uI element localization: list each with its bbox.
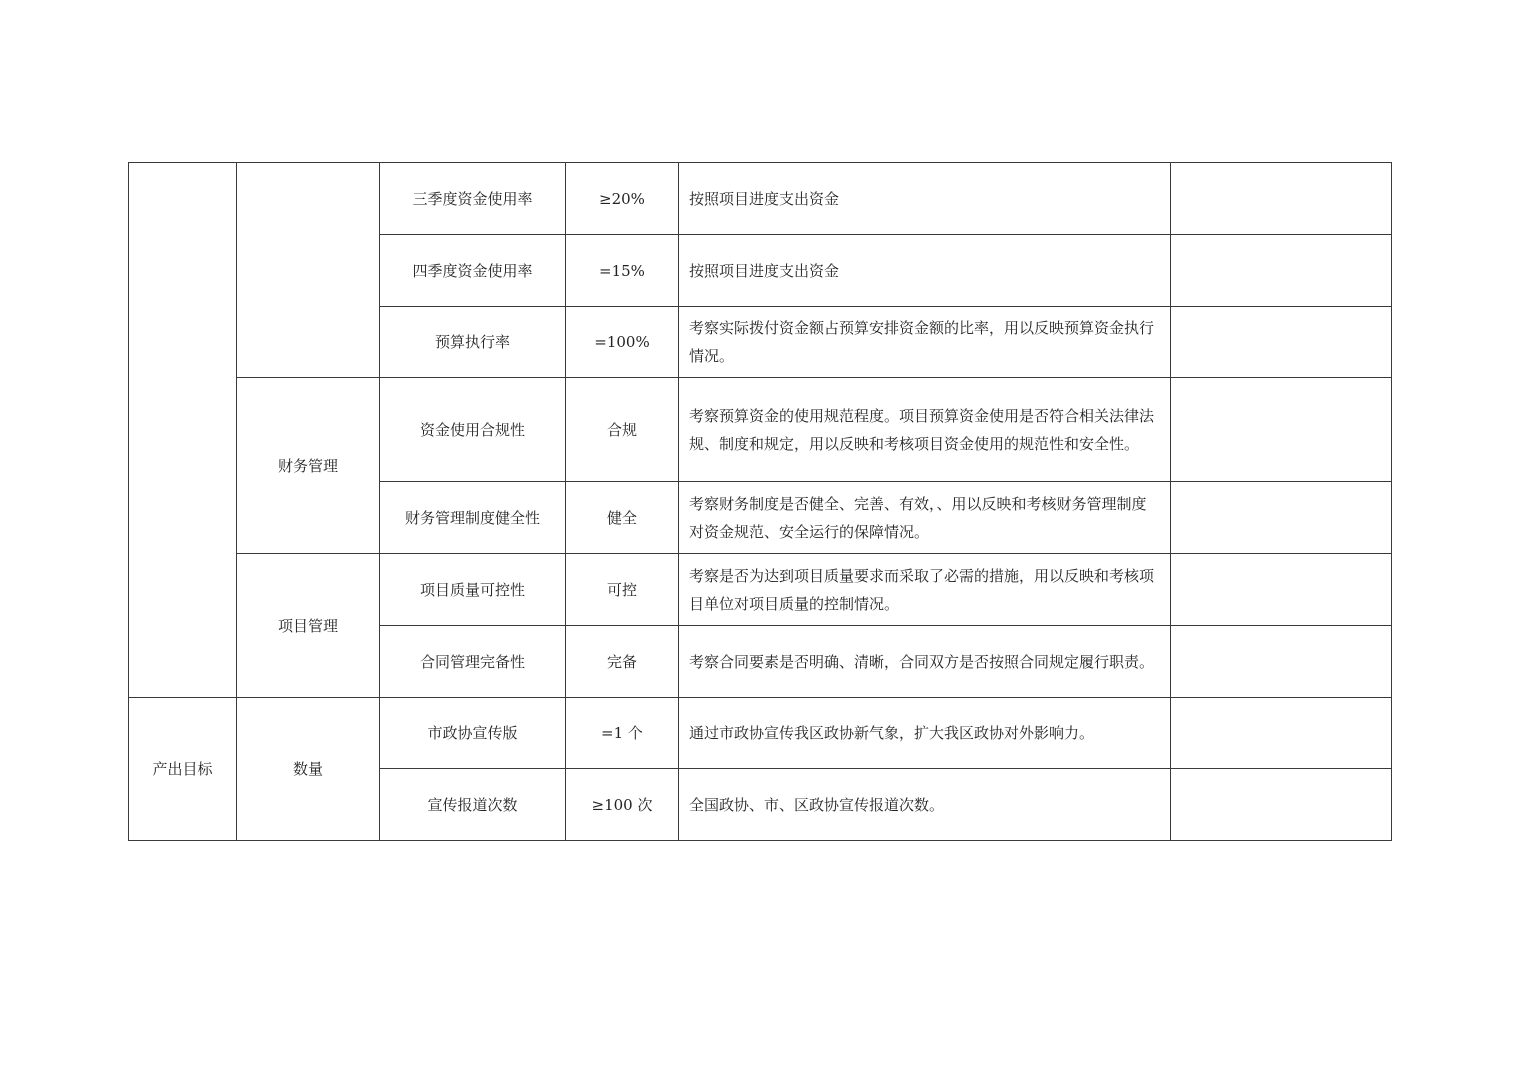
target-value-cell: ≥20% [566, 163, 679, 235]
remark-cell [1171, 307, 1392, 378]
remark-cell [1171, 163, 1392, 235]
description-cell: 考察是否为达到项目质量要求而采取了必需的措施，用以反映和考核项目单位对项目质量的控制情况。 [679, 554, 1171, 626]
remark-cell [1171, 482, 1392, 554]
remark-cell [1171, 698, 1392, 769]
indicator-cell: 项目质量可控性 [380, 554, 566, 626]
target-value-cell: 可控 [566, 554, 679, 626]
indicator-cell: 资金使用合规性 [380, 378, 566, 482]
group-output-goal: 产出目标 [129, 698, 237, 841]
second-level-indicator-cell [237, 163, 380, 378]
indicator-cell: 宣传报道次数 [380, 769, 566, 841]
group-quantity: 数量 [237, 698, 380, 841]
table-row [129, 378, 1392, 482]
table-row [129, 554, 1392, 626]
description-cell: 考察实际拨付资金额占预算安排资金额的比率，用以反映预算资金执行情况。 [679, 307, 1171, 378]
description-cell: 按照项目进度支出资金 [679, 235, 1171, 307]
first-level-indicator-cell [129, 163, 237, 698]
remark-cell [1171, 626, 1392, 698]
target-value-cell: 合规 [566, 378, 679, 482]
description-cell: 考察预算资金的使用规范程度。项目预算资金使用是否符合相关法律法规、制度和规定，用以反映和考核项目资金使用的规范性和安全性。 [679, 378, 1171, 482]
target-value-cell: 健全 [566, 482, 679, 554]
description-cell: 考察财务制度是否健全、完善、有效，、用以反映和考核财务管理制度对资金规范、安全运行的保障情况。 [679, 482, 1171, 554]
table-row [129, 163, 1392, 235]
target-value-cell: =100% [566, 307, 679, 378]
indicator-cell: 财务管理制度健全性 [380, 482, 566, 554]
remark-cell [1171, 378, 1392, 482]
remark-cell [1171, 235, 1392, 307]
group-financial-management: 财务管理 [237, 378, 380, 554]
group-project-management: 项目管理 [237, 554, 380, 698]
performance-indicator-table [128, 162, 1392, 841]
target-value-cell: =1 个 [566, 698, 679, 769]
remark-cell [1171, 554, 1392, 626]
description-cell: 考察合同要素是否明确、清晰，合同双方是否按照合同规定履行职责。 [679, 626, 1171, 698]
description-cell: 通过市政协宣传我区政协新气象，扩大我区政协对外影响力。 [679, 698, 1171, 769]
description-cell: 按照项目进度支出资金 [679, 163, 1171, 235]
target-value-cell: ≥100 次 [566, 769, 679, 841]
indicator-cell: 合同管理完备性 [380, 626, 566, 698]
indicator-cell: 三季度资金使用率 [380, 163, 566, 235]
indicator-cell: 预算执行率 [380, 307, 566, 378]
indicator-cell: 市政协宣传版 [380, 698, 566, 769]
remark-cell [1171, 769, 1392, 841]
target-value-cell: 完备 [566, 626, 679, 698]
description-cell: 全国政协、市、区政协宣传报道次数。 [679, 769, 1171, 841]
target-value-cell: =15% [566, 235, 679, 307]
indicator-cell: 四季度资金使用率 [380, 235, 566, 307]
table-row [129, 698, 1392, 769]
